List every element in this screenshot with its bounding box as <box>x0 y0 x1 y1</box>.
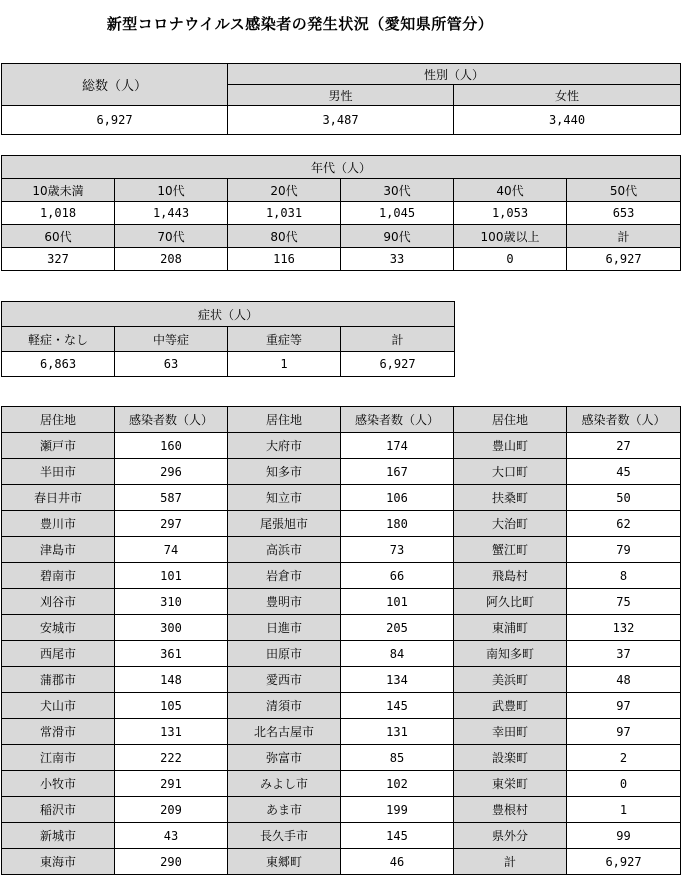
table-row <box>2 563 681 589</box>
place-name: 豊根村 <box>454 797 567 823</box>
count-column-header: 感染者数（人） <box>341 407 454 433</box>
age-header: 10歳未満 <box>2 179 115 202</box>
case-count: 45 <box>567 459 681 485</box>
age-header: 90代 <box>341 225 454 248</box>
place-name: 高浜市 <box>228 537 341 563</box>
symptoms-header: 中等症 <box>115 327 228 352</box>
place-name: 津島市 <box>2 537 115 563</box>
place-name: 犬山市 <box>2 693 115 719</box>
case-count: 148 <box>115 667 228 693</box>
case-count: 291 <box>115 771 228 797</box>
table-row <box>2 537 681 563</box>
place-name: 小牧市 <box>2 771 115 797</box>
case-count: 37 <box>567 641 681 667</box>
case-count: 290 <box>115 849 228 875</box>
table-row <box>2 667 681 693</box>
male-header: 男性 <box>228 85 454 106</box>
symptoms-value: 6,863 <box>2 352 115 377</box>
age-header: 100歳以上 <box>454 225 567 248</box>
case-count: 74 <box>115 537 228 563</box>
count-column-header: 感染者数（人） <box>567 407 681 433</box>
case-count: 587 <box>115 485 228 511</box>
place-column-header: 居住地 <box>454 407 567 433</box>
case-count: 101 <box>341 589 454 615</box>
place-name: 瀬戸市 <box>2 433 115 459</box>
total-header: 総数（人） <box>2 64 228 106</box>
female-header: 女性 <box>454 85 681 106</box>
age-header-row-1 <box>2 179 681 202</box>
age-value: 1,018 <box>2 202 115 225</box>
age-value: 6,927 <box>567 248 681 271</box>
place-name: 蒲郡市 <box>2 667 115 693</box>
case-count: 361 <box>115 641 228 667</box>
place-name: 田原市 <box>228 641 341 667</box>
age-title: 年代（人） <box>2 156 681 179</box>
place-name: 豊明市 <box>228 589 341 615</box>
place-name: 蟹江町 <box>454 537 567 563</box>
case-count: 27 <box>567 433 681 459</box>
place-name: 東海市 <box>2 849 115 875</box>
gender-header: 性別（人） <box>228 64 681 85</box>
case-count: 297 <box>115 511 228 537</box>
case-count: 101 <box>115 563 228 589</box>
case-count: 85 <box>341 745 454 771</box>
case-count: 43 <box>115 823 228 849</box>
place-name: 弥富市 <box>228 745 341 771</box>
symptoms-header-row <box>2 327 455 352</box>
place-name: 東浦町 <box>454 615 567 641</box>
age-header: 50代 <box>567 179 681 202</box>
symptoms-value: 1 <box>228 352 341 377</box>
case-count: 75 <box>567 589 681 615</box>
case-count: 145 <box>341 693 454 719</box>
case-count: 84 <box>341 641 454 667</box>
table-row <box>2 641 681 667</box>
place-name: 南知多町 <box>454 641 567 667</box>
case-count: 131 <box>115 719 228 745</box>
case-count: 180 <box>341 511 454 537</box>
case-count: 0 <box>567 771 681 797</box>
age-header: 20代 <box>228 179 341 202</box>
case-count: 209 <box>115 797 228 823</box>
place-name: 計 <box>454 849 567 875</box>
age-header: 40代 <box>454 179 567 202</box>
case-count: 199 <box>341 797 454 823</box>
age-value: 33 <box>341 248 454 271</box>
place-name: 常滑市 <box>2 719 115 745</box>
age-value: 116 <box>228 248 341 271</box>
age-header: 10代 <box>115 179 228 202</box>
age-value: 327 <box>2 248 115 271</box>
place-name: 東郷町 <box>228 849 341 875</box>
residence-header-row <box>2 407 681 433</box>
symptoms-value-row <box>2 352 455 377</box>
place-name: 美浜町 <box>454 667 567 693</box>
place-name: 大府市 <box>228 433 341 459</box>
case-count: 2 <box>567 745 681 771</box>
age-value: 1,031 <box>228 202 341 225</box>
place-name: 東栄町 <box>454 771 567 797</box>
place-name: 幸田町 <box>454 719 567 745</box>
totals-table <box>1 63 681 135</box>
male-value: 3,487 <box>228 106 454 135</box>
table-row <box>2 771 681 797</box>
place-name: 刈谷市 <box>2 589 115 615</box>
place-name: あま市 <box>228 797 341 823</box>
place-name: 阿久比町 <box>454 589 567 615</box>
age-value: 0 <box>454 248 567 271</box>
case-count: 102 <box>341 771 454 797</box>
age-value-row-1 <box>2 202 681 225</box>
case-count: 73 <box>341 537 454 563</box>
case-count: 50 <box>567 485 681 511</box>
place-name: 大治町 <box>454 511 567 537</box>
place-name: 武豊町 <box>454 693 567 719</box>
place-name: 江南市 <box>2 745 115 771</box>
case-count: 97 <box>567 693 681 719</box>
case-count: 106 <box>341 485 454 511</box>
place-name: 岩倉市 <box>228 563 341 589</box>
case-count: 46 <box>341 849 454 875</box>
place-name: 西尾市 <box>2 641 115 667</box>
table-row <box>2 459 681 485</box>
symptoms-header: 計 <box>341 327 455 352</box>
place-column-header: 居住地 <box>2 407 115 433</box>
symptoms-title: 症状（人） <box>2 302 455 327</box>
table-row <box>2 615 681 641</box>
place-name: 飛島村 <box>454 563 567 589</box>
place-name: みよし市 <box>228 771 341 797</box>
residence-table <box>1 406 681 875</box>
place-name: 春日井市 <box>2 485 115 511</box>
place-name: 新城市 <box>2 823 115 849</box>
case-count: 300 <box>115 615 228 641</box>
table-row <box>2 823 681 849</box>
case-count: 174 <box>341 433 454 459</box>
place-name: 半田市 <box>2 459 115 485</box>
place-name: 知多市 <box>228 459 341 485</box>
place-name: 県外分 <box>454 823 567 849</box>
case-count: 167 <box>341 459 454 485</box>
place-name: 清須市 <box>228 693 341 719</box>
place-name: 安城市 <box>2 615 115 641</box>
place-name: 碧南市 <box>2 563 115 589</box>
case-count: 8 <box>567 563 681 589</box>
case-count: 310 <box>115 589 228 615</box>
case-count: 62 <box>567 511 681 537</box>
total-value: 6,927 <box>2 106 228 135</box>
place-name: 尾張旭市 <box>228 511 341 537</box>
age-header-row-2 <box>2 225 681 248</box>
place-name: 日進市 <box>228 615 341 641</box>
case-count: 160 <box>115 433 228 459</box>
case-count: 145 <box>341 823 454 849</box>
table-row <box>2 745 681 771</box>
place-name: 知立市 <box>228 485 341 511</box>
case-count: 99 <box>567 823 681 849</box>
table-row <box>2 485 681 511</box>
page-title: 新型コロナウイルス感染者の発生状況（愛知県所管分） <box>106 15 494 33</box>
case-count: 66 <box>341 563 454 589</box>
age-header: 60代 <box>2 225 115 248</box>
age-value: 1,443 <box>115 202 228 225</box>
case-count: 132 <box>567 615 681 641</box>
place-name: 北名古屋市 <box>228 719 341 745</box>
symptoms-header: 軽症・なし <box>2 327 115 352</box>
case-count: 48 <box>567 667 681 693</box>
place-name: 大口町 <box>454 459 567 485</box>
case-count: 6,927 <box>567 849 681 875</box>
table-row <box>2 719 681 745</box>
place-name: 豊川市 <box>2 511 115 537</box>
case-count: 296 <box>115 459 228 485</box>
case-count: 131 <box>341 719 454 745</box>
age-value: 208 <box>115 248 228 271</box>
table-row <box>2 693 681 719</box>
place-name: 稲沢市 <box>2 797 115 823</box>
age-header: 70代 <box>115 225 228 248</box>
case-count: 222 <box>115 745 228 771</box>
symptoms-table <box>1 301 455 377</box>
age-value-row-2 <box>2 248 681 271</box>
table-row <box>2 511 681 537</box>
age-header: 30代 <box>341 179 454 202</box>
place-name: 設楽町 <box>454 745 567 771</box>
case-count: 205 <box>341 615 454 641</box>
table-row <box>2 589 681 615</box>
case-count: 134 <box>341 667 454 693</box>
place-name: 豊山町 <box>454 433 567 459</box>
symptoms-value: 63 <box>115 352 228 377</box>
age-header: 計 <box>567 225 681 248</box>
case-count: 97 <box>567 719 681 745</box>
case-count: 79 <box>567 537 681 563</box>
place-name: 愛西市 <box>228 667 341 693</box>
place-name: 長久手市 <box>228 823 341 849</box>
female-value: 3,440 <box>454 106 681 135</box>
age-value: 1,053 <box>454 202 567 225</box>
symptoms-header: 重症等 <box>228 327 341 352</box>
case-count: 105 <box>115 693 228 719</box>
age-table <box>1 155 681 271</box>
place-column-header: 居住地 <box>228 407 341 433</box>
age-value: 1,045 <box>341 202 454 225</box>
table-row <box>2 797 681 823</box>
place-name: 扶桑町 <box>454 485 567 511</box>
table-row <box>2 849 681 875</box>
symptoms-value: 6,927 <box>341 352 455 377</box>
age-value: 653 <box>567 202 681 225</box>
case-count: 1 <box>567 797 681 823</box>
table-row <box>2 433 681 459</box>
count-column-header: 感染者数（人） <box>115 407 228 433</box>
age-header: 80代 <box>228 225 341 248</box>
